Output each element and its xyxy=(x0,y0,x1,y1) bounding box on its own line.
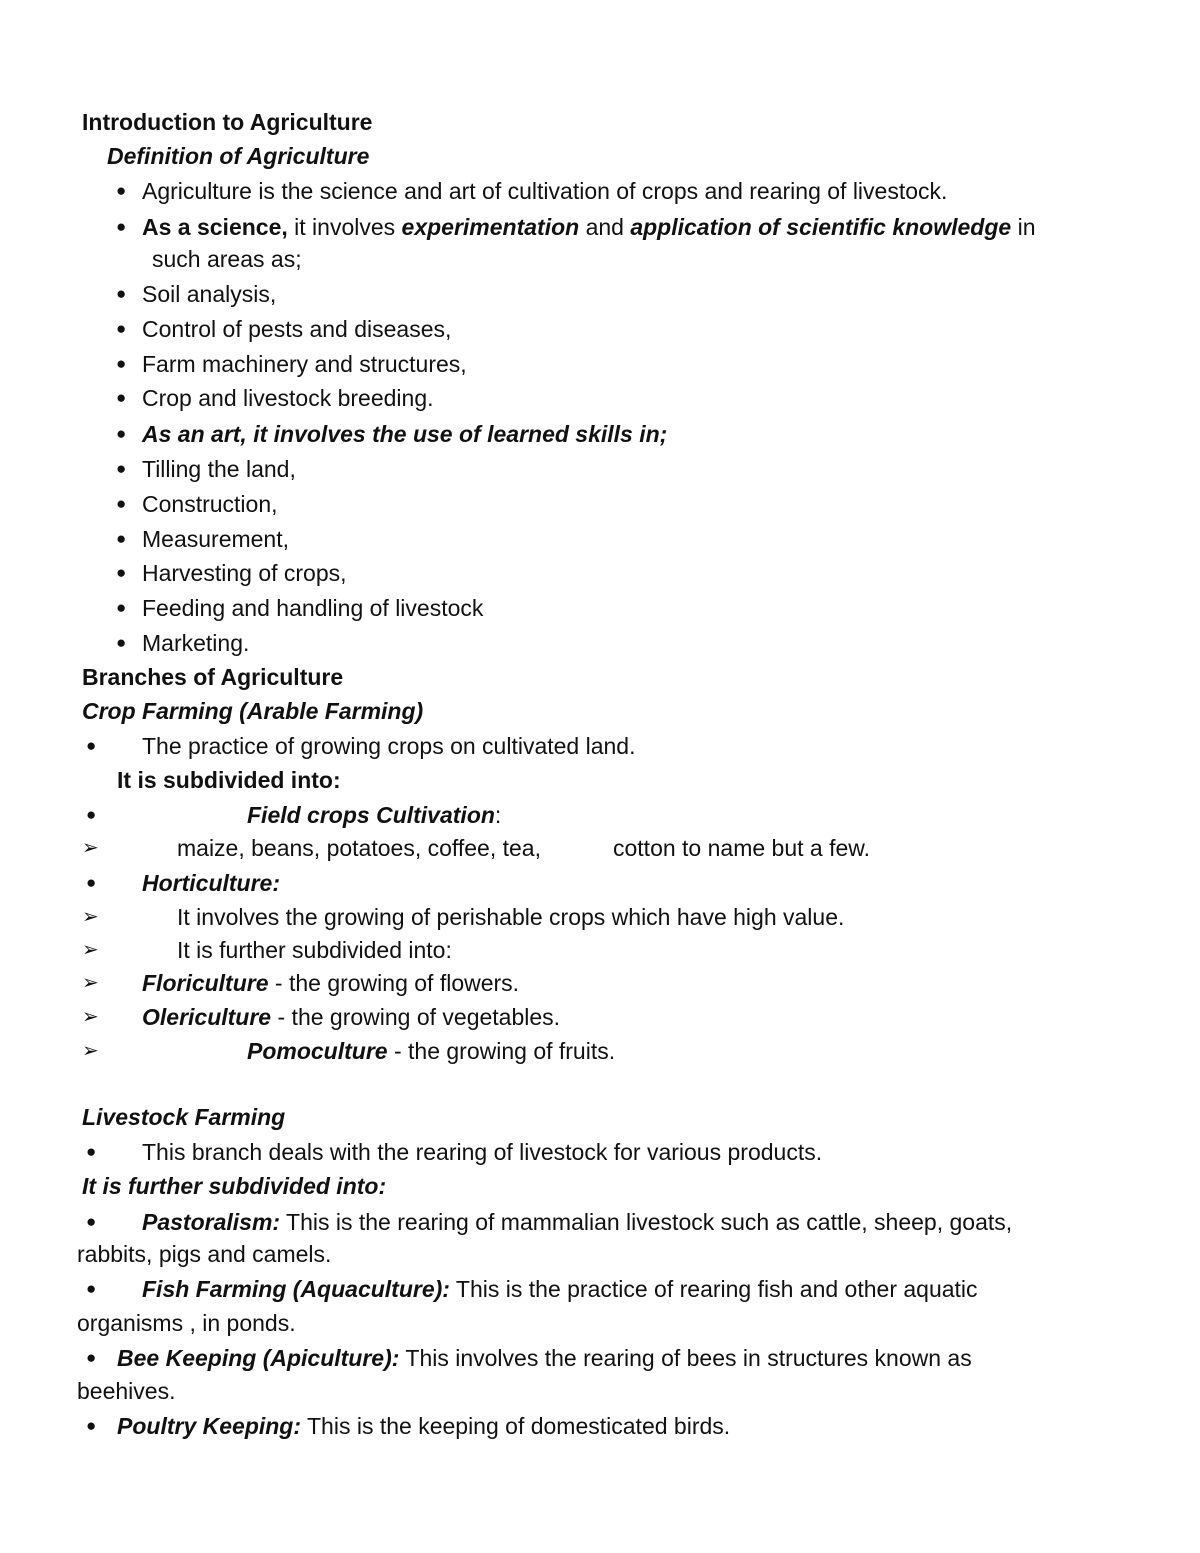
crop-subdivided: It is subdivided into: xyxy=(117,767,341,793)
science-statement xyxy=(142,212,1035,242)
bee-keeping-item xyxy=(117,1343,972,1373)
science-text-2: and xyxy=(579,214,631,240)
bee-keeping-label: Bee Keeping (Apiculture): xyxy=(117,1345,400,1371)
field-crops-examples: maize, beans, potatoes, coffee, tea, xyxy=(177,835,541,861)
arrow-bullet-icon: ➢ xyxy=(82,1040,99,1062)
art-item: Feeding and handling of livestock xyxy=(142,595,484,621)
bullet-icon: ● xyxy=(116,459,127,478)
horticulture-description: It involves the growing of perishable crops which have high value. xyxy=(177,904,845,930)
field-crops-colon: : xyxy=(494,802,502,828)
bullet-icon: ● xyxy=(86,873,97,892)
art-item: Tilling the land, xyxy=(142,456,296,482)
science-item: Crop and livestock breeding. xyxy=(142,385,434,411)
bullet-icon: ● xyxy=(116,598,127,617)
bullet-icon: ● xyxy=(116,319,127,338)
arrow-bullet-icon: ➢ xyxy=(82,906,99,928)
art-item: Marketing. xyxy=(142,630,250,656)
pastoralism-item xyxy=(142,1207,1012,1237)
art-item: Measurement, xyxy=(142,526,290,552)
floriculture-description: - the growing of flowers. xyxy=(268,970,520,996)
bullet-icon: ● xyxy=(116,494,127,513)
floriculture-item xyxy=(142,968,519,998)
science-text-1: it involves xyxy=(287,214,402,240)
bullet-icon: ● xyxy=(86,1279,97,1298)
bullet-icon: ● xyxy=(86,805,97,824)
poultry-item xyxy=(117,1411,730,1441)
bullet-icon: ● xyxy=(86,1212,97,1231)
bullet-icon: ● xyxy=(116,354,127,373)
pastoralism-description: This is the rearing of mammalian livestock such as cattle, sheep, goats, xyxy=(280,1209,1013,1235)
fish-farming-item xyxy=(142,1274,978,1304)
pastoralism-continuation: rabbits, pigs and camels. xyxy=(77,1241,332,1267)
horticulture-subdivided: It is further subdivided into: xyxy=(177,937,452,963)
olericulture-label: Olericulture xyxy=(142,1004,272,1030)
pastoralism-label: Pastoralism: xyxy=(142,1209,281,1235)
horticulture-label: Horticulture: xyxy=(142,870,280,896)
bee-keeping-description: This involves the rearing of bees in structures known as xyxy=(399,1345,972,1371)
bee-keeping-continuation: beehives. xyxy=(77,1378,176,1404)
arrow-bullet-icon: ➢ xyxy=(82,837,99,859)
bullet-icon: ● xyxy=(116,563,127,582)
art-item: Construction, xyxy=(142,491,278,517)
poultry-description: This is the keeping of domesticated birds. xyxy=(301,1413,731,1439)
page-title: Introduction to Agriculture xyxy=(82,109,373,135)
crop-description: The practice of growing crops on cultivated land. xyxy=(142,733,636,759)
pomoculture-label: Pomoculture xyxy=(247,1038,388,1064)
field-crops-examples-2: cotton to name but a few. xyxy=(613,835,870,861)
science-item: Control of pests and diseases, xyxy=(142,316,452,342)
floriculture-label: Floriculture xyxy=(142,970,269,996)
field-crops-label: Field crops Cultivation xyxy=(247,802,495,828)
bullet-icon: ● xyxy=(86,1348,97,1367)
arrow-bullet-icon: ➢ xyxy=(82,1006,99,1028)
bullet-icon: ● xyxy=(116,424,127,443)
bullet-icon: ● xyxy=(86,1142,97,1161)
bullet-icon: ● xyxy=(86,1416,97,1435)
livestock-subdivided: It is further subdivided into: xyxy=(82,1173,387,1199)
science-item: Farm machinery and structures, xyxy=(142,351,467,377)
poultry-label: Poultry Keeping: xyxy=(117,1413,302,1439)
olericulture-item xyxy=(142,1002,560,1032)
science-item: Soil analysis, xyxy=(142,281,277,307)
bullet-icon: ● xyxy=(86,736,97,755)
science-emph-2: application of scientific knowledge xyxy=(630,214,1012,240)
bullet-icon: ● xyxy=(116,181,127,200)
field-crops-item xyxy=(247,800,501,830)
livestock-description: This branch deals with the rearing of livestock for various products. xyxy=(142,1139,823,1165)
science-continuation: such areas as; xyxy=(152,246,302,272)
fish-farming-description: This is the practice of rearing fish and other aquatic xyxy=(449,1276,978,1302)
fish-farming-continuation: organisms , in ponds. xyxy=(77,1310,296,1336)
arrow-bullet-icon: ➢ xyxy=(82,972,99,994)
art-item: Harvesting of crops, xyxy=(142,560,347,586)
branches-heading: Branches of Agriculture xyxy=(82,664,344,690)
olericulture-description: - the growing of vegetables. xyxy=(271,1004,561,1030)
livestock-heading: Livestock Farming xyxy=(82,1104,286,1130)
fish-farming-label: Fish Farming (Aquaculture): xyxy=(142,1276,450,1302)
crop-heading: Crop Farming (Arable Farming) xyxy=(82,698,424,724)
arrow-bullet-icon: ➢ xyxy=(82,939,99,961)
bullet-icon: ● xyxy=(116,284,127,303)
art-lead: As an art, it involves the use of learned skills in; xyxy=(142,421,668,447)
bullet-icon: ● xyxy=(116,529,127,548)
science-emph-1: experimentation xyxy=(401,214,580,240)
science-lead: As a science, xyxy=(142,214,288,240)
pomoculture-description: - the growing of fruits. xyxy=(387,1038,616,1064)
science-text-3: in xyxy=(1011,214,1036,240)
bullet-icon: ● xyxy=(116,633,127,652)
definition-intro: Agriculture is the science and art of cultivation of crops and rearing of livestock. xyxy=(142,178,948,204)
bullet-icon: ● xyxy=(116,217,127,236)
bullet-icon: ● xyxy=(116,388,127,407)
pomoculture-item xyxy=(247,1036,615,1066)
definition-heading: Definition of Agriculture xyxy=(107,143,370,169)
